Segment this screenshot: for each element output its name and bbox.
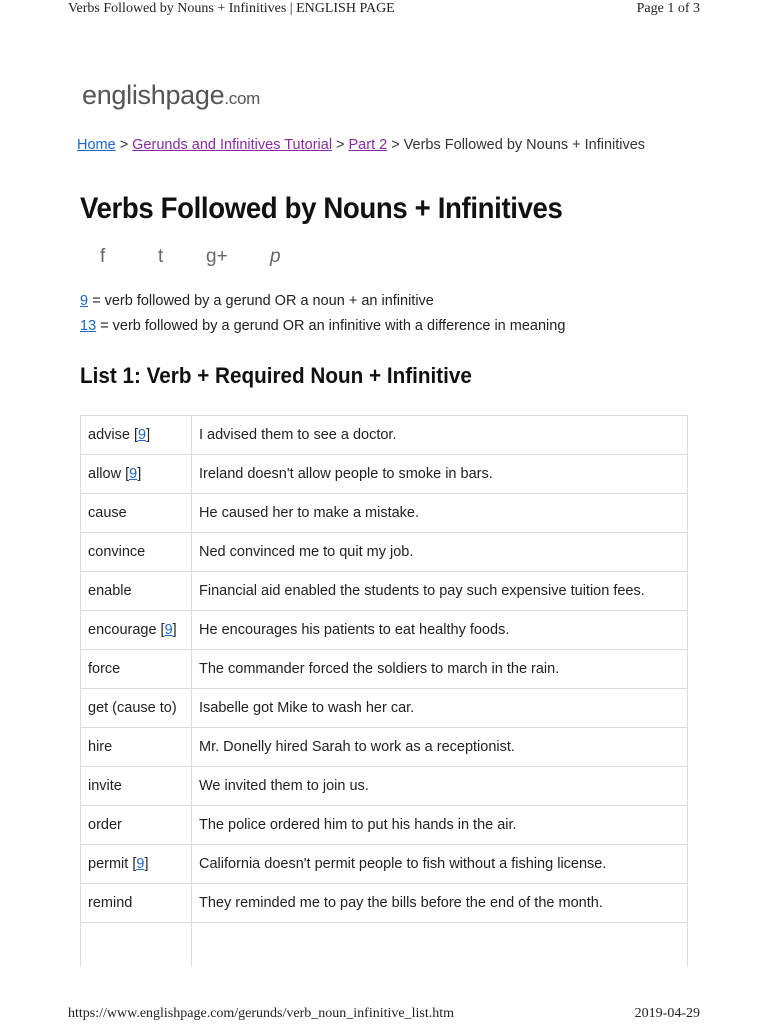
table-row <box>81 533 688 572</box>
table-row <box>81 650 688 689</box>
print-footer-url: https://www.englishpage.com/gerunds/verb_noun_infinitive_list.htm <box>68 1006 454 1021</box>
verb-label: invite <box>88 778 122 794</box>
verb-ref-link[interactable]: 9 <box>136 856 145 872</box>
breadcrumb-tutorial-link[interactable]: Gerunds and Infinitives Tutorial <box>132 137 333 153</box>
verb-label: get (cause to) <box>88 700 177 716</box>
breadcrumb-part-link[interactable]: Part 2 <box>348 137 388 153</box>
twitter-icon[interactable]: t <box>158 246 164 267</box>
breadcrumb-separator: > <box>119 137 129 153</box>
verb-label: force <box>88 661 121 677</box>
verb-cell <box>81 611 192 650</box>
legend-text: = verb followed by a gerund OR a noun + an infinitive <box>88 293 434 309</box>
example-cell: I advised them to see a doctor. <box>192 416 688 455</box>
verb-cell <box>81 728 192 767</box>
table-row <box>81 923 688 968</box>
table-row <box>81 455 688 494</box>
verb-cell <box>81 455 192 494</box>
logo-name: englishpage <box>82 80 225 110</box>
verb-label: permit <box>88 856 129 872</box>
verb-cell <box>81 767 192 806</box>
table-row <box>81 728 688 767</box>
legend <box>80 293 565 343</box>
verb-label: allow <box>88 466 122 482</box>
example-cell: The police ordered him to put his hands in the air. <box>192 806 688 845</box>
table-row <box>81 884 688 923</box>
verb-ref-link[interactable]: 9 <box>129 466 138 482</box>
table-row <box>81 572 688 611</box>
example-cell: Ned convinced me to quit my job. <box>192 533 688 572</box>
legend-item <box>80 293 565 318</box>
print-header-page-number: Page 1 of 3 <box>636 1 700 16</box>
verb-label: hire <box>88 739 113 755</box>
example-cell: Ireland doesn't allow people to smoke in bars. <box>192 455 688 494</box>
example-cell: The commander forced the soldiers to march in the rain. <box>192 650 688 689</box>
verb-cell <box>81 533 192 572</box>
table-row <box>81 689 688 728</box>
verb-cell <box>81 923 192 968</box>
verb-label: advise <box>88 427 130 443</box>
ref-bracket: ] <box>137 466 142 482</box>
verb-label: encourage <box>88 622 157 638</box>
verb-cell <box>81 494 192 533</box>
ref-bracket: [ <box>129 427 138 443</box>
ref-bracket: ] <box>146 427 151 443</box>
site-logo[interactable] <box>82 80 260 111</box>
breadcrumb-current: Verbs Followed by Nouns + Infinitives <box>403 137 646 153</box>
verb-label: remind <box>88 895 133 911</box>
ref-bracket: [ <box>156 622 165 638</box>
breadcrumb-separator: > <box>391 137 400 153</box>
verb-cell <box>81 845 192 884</box>
ref-bracket: ] <box>172 622 177 638</box>
verb-label: convince <box>88 544 146 560</box>
verb-ref-link[interactable]: 9 <box>164 622 173 638</box>
example-cell: Mr. Donelly hired Sarah to work as a receptionist. <box>192 728 688 767</box>
verb-cell <box>81 416 192 455</box>
page-title: Verbs Followed by Nouns + Infinitives <box>80 192 563 225</box>
google-plus-icon[interactable]: g+ <box>206 246 228 267</box>
verb-label: enable <box>88 583 132 599</box>
logo-tld: .com <box>224 89 260 108</box>
verb-cell <box>81 806 192 845</box>
print-footer <box>0 1006 768 1024</box>
verb-label: order <box>88 817 122 833</box>
example-cell: We invited them to join us. <box>192 767 688 806</box>
ref-bracket: ] <box>144 856 149 872</box>
facebook-icon[interactable]: f <box>100 246 106 267</box>
print-header-title: Verbs Followed by Nouns + Infinitives | ENGLISH PAGE <box>68 1 395 16</box>
legend-text: = verb followed by a gerund OR an infinitive with a difference in meaning <box>96 318 566 334</box>
table-row <box>81 494 688 533</box>
example-cell: Financial aid enabled the students to pay such expensive tuition fees. <box>192 572 688 611</box>
verb-cell <box>81 689 192 728</box>
list-title: List 1: Verb + Required Noun + Infinitive <box>80 363 472 388</box>
ref-bracket: [ <box>121 466 130 482</box>
table-row <box>81 611 688 650</box>
breadcrumb <box>77 137 645 153</box>
verb-label: cause <box>88 505 127 521</box>
legend-item <box>80 318 565 343</box>
verb-cell <box>81 884 192 923</box>
example-cell: He caused her to make a mistake. <box>192 494 688 533</box>
verb-table <box>80 415 688 967</box>
example-cell: Isabelle got Mike to wash her car. <box>192 689 688 728</box>
breadcrumb-separator: > <box>336 137 345 153</box>
print-footer-date: 2019-04-29 <box>634 1006 700 1021</box>
legend-ref-link[interactable]: 13 <box>80 318 97 334</box>
verb-cell <box>81 572 192 611</box>
table-row <box>81 806 688 845</box>
table-row <box>81 416 688 455</box>
example-cell: He encourages his patients to eat healthy foods. <box>192 611 688 650</box>
example-cell: They reminded me to pay the bills before the end of the month. <box>192 884 688 923</box>
example-cell <box>192 923 688 968</box>
table-row <box>81 845 688 884</box>
verb-ref-link[interactable]: 9 <box>137 427 147 443</box>
ref-bracket: [ <box>128 856 137 872</box>
print-header <box>0 0 768 22</box>
verb-cell <box>81 650 192 689</box>
table-row <box>81 767 688 806</box>
breadcrumb-home-link[interactable]: Home <box>77 137 116 153</box>
legend-ref-link[interactable]: 9 <box>80 293 89 309</box>
example-cell: California doesn't permit people to fish without a fishing license. <box>192 845 688 884</box>
pinterest-icon[interactable]: p <box>270 246 281 267</box>
